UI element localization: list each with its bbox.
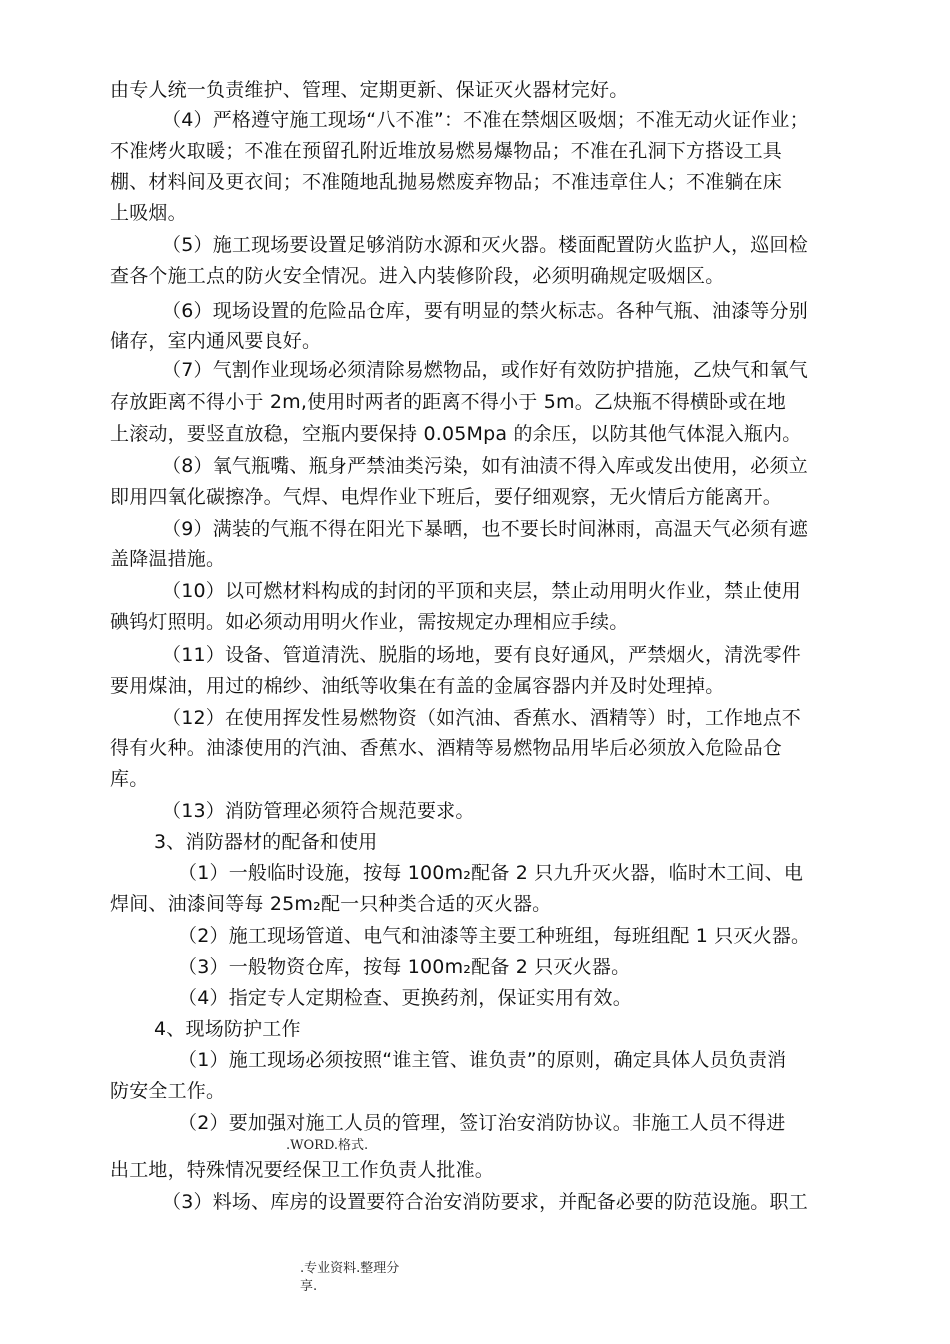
text-line-21: （12）在使用挥发性易燃物资（如汽油、香蕉水、酒精等）时，工作地点不 (162, 707, 801, 729)
text-line-12: 上滚动，要竖直放稳，空瓶内要保持 0.05Mpa 的余压，以防其他气体混入瓶内。 (110, 423, 802, 445)
section-heading-4: 4、现场防护工作 (154, 1018, 301, 1040)
text-line-28: （2）施工现场管道、电气和油漆等主要工种班组，每班组配 1 只灭火器。 (178, 925, 811, 947)
word-format-watermark: .WORD.格式. (286, 1138, 369, 1153)
footer-note-line-2: 享. (300, 1279, 318, 1294)
text-line-23: 库。 (110, 768, 149, 790)
text-line-4: 棚、材料间及更衣间；不准随地乱抛易燃废弃物品；不准违章住人；不准躺在床 (110, 171, 783, 193)
text-line-20: 要用煤油，用过的棉纱、油纸等收集在有盖的金属容器内并及时处理掉。 (110, 675, 725, 697)
text-line-17: （10）以可燃材料构成的封闭的平顶和夹层，禁止动用明火作业，禁止使用 (162, 580, 801, 602)
text-line-9: 储存，室内通风要良好。 (110, 330, 322, 352)
text-line-6: （5）施工现场要设置足够消防水源和灭火器。楼面配置防火监护人，巡回检 (162, 234, 808, 256)
text-line-32: （1）施工现场必须按照“谁主管、谁负责”的原则，确定具体人员负责消 (178, 1049, 787, 1071)
text-line-24: （13）消防管理必须符合规范要求。 (162, 800, 475, 822)
text-line-36: （3）料场、库房的设置要符合治安消防要求，并配备必要的防范设施。职工 (162, 1191, 808, 1213)
text-line-33: 防安全工作。 (110, 1080, 226, 1102)
text-line-2: （4）严格遵守施工现场“八不准”：不准在禁烟区吸烟；不准无动火证作业； (162, 109, 809, 131)
text-line-26: （1）一般临时设施，按每 100m₂配备 2 只九升灭火器，临时木工间、电 (178, 862, 804, 884)
text-line-34: （2）要加强对施工人员的管理，签订治安消防协议。非施工人员不得进 (178, 1112, 786, 1134)
text-line-5: 上吸烟。 (110, 202, 187, 224)
text-line-8: （6）现场设置的危险品仓库，要有明显的禁火标志。各种气瓶、油漆等分别 (162, 300, 808, 322)
text-line-16: 盖降温措施。 (110, 548, 226, 570)
text-line-35: 出工地，特殊情况要经保卫工作负责人批准。 (110, 1159, 495, 1181)
text-line-15: （9）满装的气瓶不得在阳光下暴晒，也不要长时间淋雨，高温天气必须有遮 (162, 518, 808, 540)
text-line-3: 不准烤火取暖；不准在预留孔附近堆放易燃易爆物品；不准在孔洞下方搭设工具 (110, 140, 783, 162)
text-line-18: 碘钨灯照明。如必须动用明火作业，需按规定办理相应手续。 (110, 611, 629, 633)
text-line-22: 得有火种。油漆使用的汽油、香蕉水、酒精等易燃物品用毕后必须放入危险品仓 (110, 737, 783, 759)
text-line-11: 存放距离不得小于 2m,使用时两者的距离不得小于 5m。乙炔瓶不得横卧或在地 (110, 391, 786, 413)
text-line-10: （7）气割作业现场必须清除易燃物品，或作好有效防护措施，乙炔气和氧气 (162, 359, 808, 381)
text-line-7: 查各个施工点的防火安全情况。进入内装修阶段，必须明确规定吸烟区。 (110, 265, 725, 287)
text-line-1: 由专人统一负责维护、管理、定期更新、保证灭火器材完好。 (110, 79, 629, 101)
text-line-19: （11）设备、管道清洗、脱脂的场地，要有良好通风，严禁烟火，清洗零件 (162, 644, 801, 666)
section-heading-3: 3、消防器材的配备和使用 (154, 831, 378, 853)
text-line-27: 焊间、油漆间等每 25m₂配一只种类合适的灭火器。 (110, 893, 552, 915)
text-line-30: （4）指定专人定期检查、更换药剂，保证实用有效。 (178, 987, 632, 1009)
text-line-14: 即用四氧化碳擦净。气焊、电焊作业下班后，要仔细观察，无火情后方能离开。 (110, 486, 783, 508)
footer-note-line-1: .专业资料.整理分 (300, 1261, 400, 1276)
text-line-29: （3）一般物资仓库，按每 100m₂配备 2 只灭火器。 (178, 956, 631, 978)
text-line-13: （8）氧气瓶嘴、瓶身严禁油类污染，如有油渍不得入库或发出使用，必须立 (162, 455, 808, 477)
